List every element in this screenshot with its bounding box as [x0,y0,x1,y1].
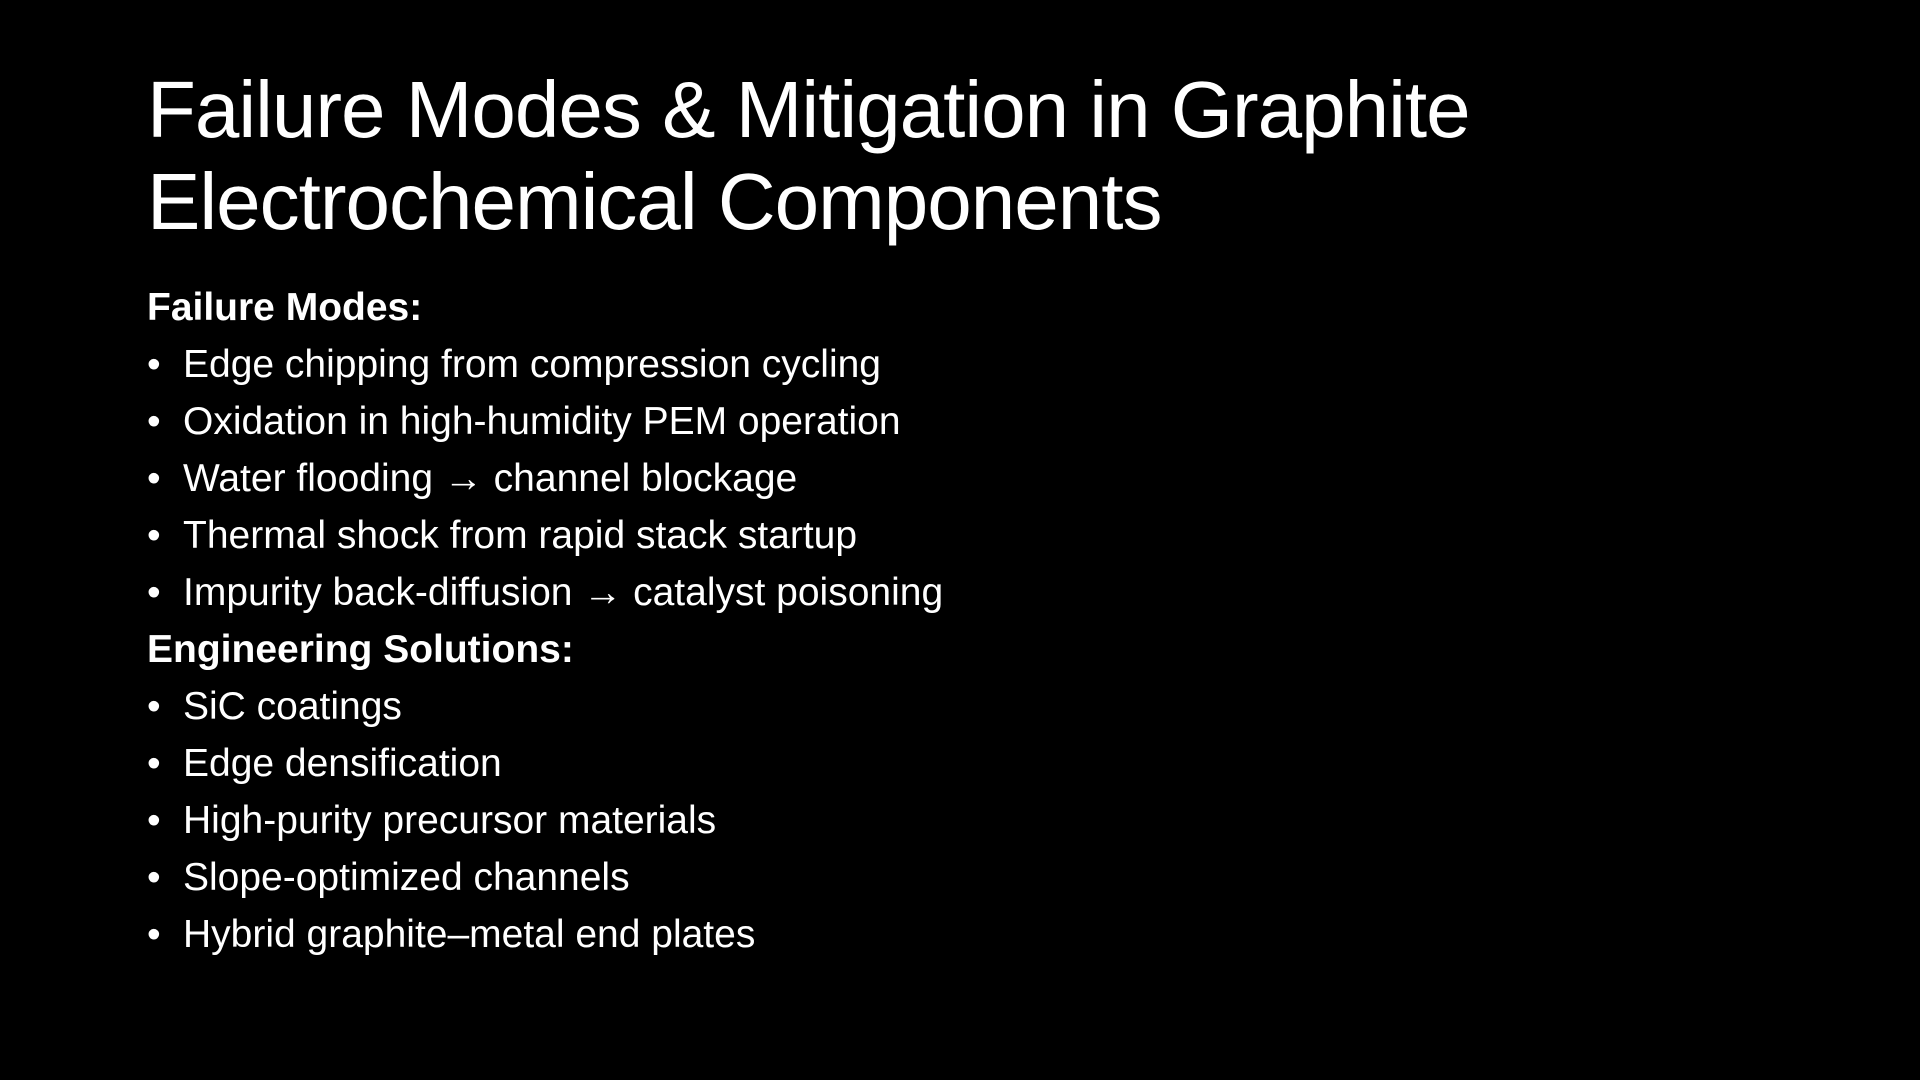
solution-text: Edge densification [183,742,502,785]
failure-mode-item [147,450,1747,507]
bullet-icon: • [147,799,161,842]
failure-mode-text: Water flooding → channel blockage [183,457,798,500]
engineering-solutions-heading: Engineering Solutions: [147,628,574,671]
slide-body [147,279,1747,963]
failure-mode-item [147,336,1747,393]
bullet-icon: • [147,343,161,386]
bullet-icon: • [147,742,161,785]
slide-title-line-2: Electrochemical Components [147,157,1162,246]
failure-mode-item [147,507,1747,564]
bullet-icon: • [147,514,161,557]
slide-title [147,64,1787,248]
solution-text: High-purity precursor materials [183,799,717,842]
solution-text: Hybrid graphite–metal end plates [183,913,756,956]
solution-item [147,678,1747,735]
failure-mode-text: Oxidation in high-humidity PEM operation [183,400,901,443]
solution-item [147,792,1747,849]
slide-title-line-1: Failure Modes & Mitigation in Graphite [147,65,1470,154]
failure-modes-list [147,336,1747,621]
bullet-icon: • [147,913,161,956]
engineering-solutions-list [147,678,1747,963]
solution-item [147,906,1747,963]
failure-mode-text: Impurity back-diffusion → catalyst poisoning [183,571,944,614]
solution-item [147,735,1747,792]
failure-mode-item [147,393,1747,450]
failure-mode-text: Thermal shock from rapid stack startup [183,514,858,557]
bullet-icon: • [147,571,161,614]
bullet-icon: • [147,457,161,500]
failure-mode-item [147,564,1747,621]
solution-item [147,849,1747,906]
bullet-icon: • [147,400,161,443]
bullet-icon: • [147,856,161,899]
solution-text: Slope-optimized channels [183,856,630,899]
bullet-icon: • [147,685,161,728]
failure-mode-text: Edge chipping from compression cycling [183,343,882,386]
failure-modes-heading: Failure Modes: [147,286,423,329]
solution-text: SiC coatings [183,685,402,728]
